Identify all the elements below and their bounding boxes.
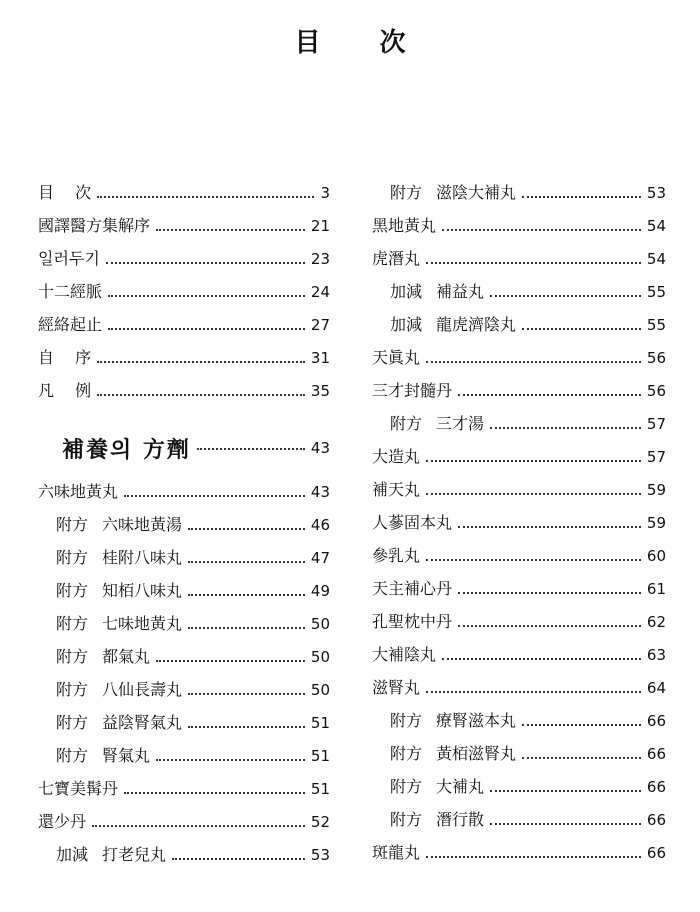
dot-leader	[106, 261, 305, 264]
toc-page-number: 60	[646, 547, 666, 565]
toc-entry-label	[372, 609, 452, 632]
toc-entry	[372, 345, 666, 378]
toc-entry-label	[390, 708, 516, 731]
toc-entry-text: 都氣丸	[102, 647, 151, 666]
toc-entry-text: 打老兒丸	[102, 845, 167, 864]
toc-entry-text: 六味地黃湯	[102, 515, 183, 534]
toc-entry-text: 自 序	[38, 348, 92, 367]
toc-entry	[372, 279, 666, 312]
toc-entry-prefix: 附方	[56, 614, 89, 633]
toc-entry-text: 凡 例	[38, 381, 92, 400]
dot-leader	[197, 447, 305, 450]
toc-page-number: 66	[646, 745, 666, 763]
toc-entry-prefix: 加減	[390, 315, 423, 334]
toc-entry-label	[56, 545, 182, 568]
toc-entry-text: 三才湯	[436, 414, 485, 433]
title-part2: 次	[379, 28, 406, 58]
dot-leader	[188, 527, 305, 530]
toc-entry-label	[390, 180, 516, 203]
toc-entry	[38, 545, 330, 578]
dot-leader	[97, 360, 305, 363]
toc-page-number: 66	[646, 811, 666, 829]
toc-entry-text: 七味地黃丸	[102, 614, 183, 633]
toc-entry-text: 天主補心丹	[372, 579, 453, 598]
toc-entry-label	[372, 444, 420, 467]
toc-entry-label	[56, 677, 182, 700]
toc-entry	[372, 411, 666, 444]
toc-page-number: 50	[310, 615, 330, 633]
toc-entry	[372, 378, 666, 411]
toc-entry	[372, 708, 666, 741]
dot-leader	[124, 791, 305, 794]
toc-entry	[38, 578, 330, 611]
toc-entry-text: 大補陰丸	[372, 645, 437, 664]
toc-entry-prefix: 附方	[56, 548, 89, 567]
toc-entry-label	[372, 675, 420, 698]
toc-entry-prefix: 加減	[56, 845, 89, 864]
toc-page-number: 66	[646, 712, 666, 730]
dot-leader	[426, 459, 641, 462]
toc-entry	[38, 246, 330, 279]
toc-entry-prefix: 附方	[56, 713, 89, 732]
toc-page-number: 31	[310, 349, 330, 367]
dot-leader	[188, 593, 305, 596]
toc-entry-text: 國譯醫方集解序	[38, 216, 151, 235]
toc-entry-text: 虎潛丸	[372, 249, 421, 268]
page-title	[0, 22, 700, 59]
toc-entry-prefix: 附方	[390, 711, 423, 730]
toc-entry-label	[38, 312, 102, 335]
toc-entry-text: 療腎滋本丸	[436, 711, 517, 730]
toc-entry	[38, 809, 330, 842]
toc-page-number: 55	[646, 316, 666, 334]
toc-entry	[372, 444, 666, 477]
toc-entry-label	[372, 840, 420, 863]
toc-left-column	[38, 180, 330, 875]
toc-entry-label	[56, 578, 182, 601]
toc-page-number: 62	[646, 613, 666, 631]
toc-entry-text: 還少丹	[38, 812, 87, 831]
toc-page-number: 35	[310, 382, 330, 400]
toc-entry	[38, 378, 330, 411]
toc-entry-text: 補益丸	[436, 282, 485, 301]
toc-entry	[38, 644, 330, 677]
toc-entry-prefix: 附方	[56, 680, 89, 699]
dot-leader	[442, 657, 641, 660]
dot-leader	[426, 690, 641, 693]
toc-entry-text: 桂附八味丸	[102, 548, 183, 567]
dot-leader	[522, 195, 641, 198]
toc-page-number: 21	[310, 217, 330, 235]
dot-leader	[522, 756, 641, 759]
toc-entry-label	[390, 807, 484, 830]
toc-entry-label	[38, 345, 91, 368]
toc-entry	[372, 675, 666, 708]
toc-page-number: 59	[646, 481, 666, 499]
toc-entry	[38, 180, 330, 213]
toc-entry-label	[56, 512, 182, 535]
toc-entry-label	[56, 743, 150, 766]
toc-entry-label	[372, 378, 452, 401]
toc-entry-prefix: 附方	[390, 183, 423, 202]
toc-section-heading	[38, 417, 330, 479]
toc-entry	[372, 609, 666, 642]
toc-entry-text: 黑地黃丸	[372, 216, 437, 235]
toc-entry	[372, 576, 666, 609]
toc-entry	[38, 611, 330, 644]
toc-entry-label	[56, 710, 182, 733]
toc-entry-prefix: 附方	[56, 581, 89, 600]
toc-entry	[38, 312, 330, 345]
dot-leader	[426, 558, 641, 561]
dot-leader	[490, 294, 641, 297]
toc-entry	[372, 180, 666, 213]
dot-leader	[458, 624, 641, 627]
toc-entry-label	[38, 279, 102, 302]
dot-leader	[426, 855, 641, 858]
toc-entry	[372, 741, 666, 774]
toc-entry	[38, 776, 330, 809]
toc-entry-label	[38, 776, 118, 799]
title-part1: 目	[294, 28, 321, 58]
dot-leader	[108, 327, 305, 330]
toc-entry-text: 大補丸	[436, 777, 485, 796]
toc-entry-prefix: 附方	[56, 647, 89, 666]
toc-entry-label	[372, 477, 420, 500]
toc-entry	[38, 512, 330, 545]
toc-page-number: 55	[646, 283, 666, 301]
dot-leader	[156, 659, 305, 662]
toc-entry-label	[38, 378, 91, 401]
toc-entry-label	[372, 213, 436, 236]
toc-page-number: 66	[646, 844, 666, 862]
toc-right-column	[372, 180, 666, 873]
toc-entry-label	[56, 644, 150, 667]
toc-page-number: 63	[646, 646, 666, 664]
toc-entry	[372, 246, 666, 279]
toc-entry-prefix: 附方	[56, 746, 89, 765]
toc-entry-text: 孔聖枕中丹	[372, 612, 453, 631]
dot-leader	[188, 692, 305, 695]
dot-leader	[92, 824, 305, 827]
toc-entry	[372, 642, 666, 675]
toc-entry-text: 補養의 方劑	[62, 436, 191, 463]
toc-entry-label	[56, 842, 166, 865]
dot-leader	[426, 492, 641, 495]
toc-entry	[38, 213, 330, 246]
dot-leader	[188, 560, 305, 563]
toc-page-number: 66	[646, 778, 666, 796]
dot-leader	[522, 723, 641, 726]
toc-entry	[372, 312, 666, 345]
toc-entry-label	[390, 312, 516, 335]
toc-page-number: 51	[310, 747, 330, 765]
toc-entry-text: 三才封髓丹	[372, 381, 453, 400]
toc-entry-text: 六味地黃丸	[38, 482, 119, 501]
toc-page-number: 43	[310, 439, 330, 457]
toc-entry	[372, 213, 666, 246]
toc-entry-label	[372, 642, 436, 665]
toc-entry-text: 黃栢滋腎丸	[436, 744, 517, 763]
dot-leader	[490, 426, 641, 429]
toc-page-number: 61	[646, 580, 666, 598]
toc-page-number: 54	[646, 217, 666, 235]
toc-entry-prefix: 附方	[56, 515, 89, 534]
toc-page-number: 24	[310, 283, 330, 301]
toc-entry-text: 益陰腎氣丸	[102, 713, 183, 732]
toc-entry	[372, 543, 666, 576]
toc-page-number: 49	[310, 582, 330, 600]
toc-entry-text: 腎氣丸	[102, 746, 151, 765]
toc-entry-label	[390, 411, 484, 434]
toc-entry-label	[390, 774, 484, 797]
toc-page-number: 3	[320, 184, 330, 202]
toc-entry	[372, 510, 666, 543]
toc-page-number: 47	[310, 549, 330, 567]
dot-leader	[458, 525, 641, 528]
dot-leader	[490, 789, 641, 792]
dot-leader	[458, 591, 641, 594]
toc-entry-text: 目 次	[38, 183, 92, 202]
toc-entry-text: 參乳丸	[372, 546, 421, 565]
toc-page-number: 50	[310, 681, 330, 699]
dot-leader	[108, 294, 305, 297]
toc-page-number: 27	[310, 316, 330, 334]
toc-page-number: 51	[310, 780, 330, 798]
dot-leader	[442, 228, 641, 231]
toc-entry-text: 龍虎濟陰丸	[436, 315, 517, 334]
toc-page-number: 51	[310, 714, 330, 732]
toc-entry-label	[62, 433, 191, 464]
toc-entry	[38, 842, 330, 875]
toc-entry-label	[372, 543, 420, 566]
toc-entry-label	[372, 345, 420, 368]
toc-entry-label	[390, 741, 516, 764]
dot-leader	[124, 494, 305, 497]
toc-entry-label	[390, 279, 484, 302]
toc-entry-text: 潛行散	[436, 810, 485, 829]
toc-entry-prefix: 附方	[390, 777, 423, 796]
toc-entry-text: 知栢八味丸	[102, 581, 183, 600]
toc-entry	[372, 774, 666, 807]
toc-entry-prefix: 附方	[390, 414, 423, 433]
dot-leader	[458, 393, 641, 396]
toc-page-number: 46	[310, 516, 330, 534]
dot-leader	[97, 393, 305, 396]
toc-entry-text: 天眞丸	[372, 348, 421, 367]
toc-page-number: 57	[646, 448, 666, 466]
dot-leader	[188, 725, 305, 728]
dot-leader	[490, 822, 641, 825]
toc-entry-text: 八仙長壽丸	[102, 680, 183, 699]
toc-entry	[372, 477, 666, 510]
toc-entry-text: 人蔘固本丸	[372, 513, 453, 532]
toc-entry-text: 滋陰大補丸	[436, 183, 517, 202]
toc-entry-label	[372, 510, 452, 533]
toc-entry-label	[38, 180, 91, 203]
toc-entry	[38, 345, 330, 378]
toc-entry	[38, 710, 330, 743]
toc-entry	[38, 677, 330, 710]
toc-entry-label	[372, 246, 420, 269]
toc-page-number: 64	[646, 679, 666, 697]
toc-entry-prefix: 附方	[390, 810, 423, 829]
dot-leader	[522, 327, 641, 330]
dot-leader	[426, 360, 641, 363]
toc-entry-text: 十二經脈	[38, 282, 103, 301]
toc-entry-text: 滋腎丸	[372, 678, 421, 697]
toc-entry-label	[372, 576, 452, 599]
toc-entry-text: 七寶美髯丹	[38, 779, 119, 798]
dot-leader	[156, 228, 305, 231]
toc-entry-text: 斑龍丸	[372, 843, 421, 862]
dot-leader	[156, 758, 305, 761]
toc-entry-label	[38, 479, 118, 502]
toc-page-number: 56	[646, 382, 666, 400]
toc-page-number: 43	[310, 483, 330, 501]
toc-entry	[38, 743, 330, 776]
toc-entry	[372, 840, 666, 873]
toc-page-number: 23	[310, 250, 330, 268]
toc-entry-text: 補天丸	[372, 480, 421, 499]
toc-page-number: 56	[646, 349, 666, 367]
dot-leader	[188, 626, 305, 629]
toc-page-number: 53	[310, 846, 330, 864]
toc-entry-text: 일러두기	[38, 249, 100, 268]
toc-page-number: 52	[310, 813, 330, 831]
toc-entry	[38, 279, 330, 312]
toc-page-number: 53	[646, 184, 666, 202]
toc-entry-text: 大造丸	[372, 447, 421, 466]
toc-page-number: 50	[310, 648, 330, 666]
toc-entry-label	[38, 246, 100, 269]
toc-entry	[372, 807, 666, 840]
toc-entry-prefix: 附方	[390, 744, 423, 763]
dot-leader	[172, 857, 305, 860]
toc-page-number: 59	[646, 514, 666, 532]
toc-page-number: 57	[646, 415, 666, 433]
toc-entry-prefix: 加減	[390, 282, 423, 301]
toc-entry-label	[38, 809, 86, 832]
toc-entry-text: 經絡起止	[38, 315, 103, 334]
dot-leader	[97, 195, 314, 198]
toc-page-number: 54	[646, 250, 666, 268]
dot-leader	[426, 261, 641, 264]
toc-entry	[38, 479, 330, 512]
toc-entry-label	[38, 213, 150, 236]
toc-entry-label	[56, 611, 182, 634]
